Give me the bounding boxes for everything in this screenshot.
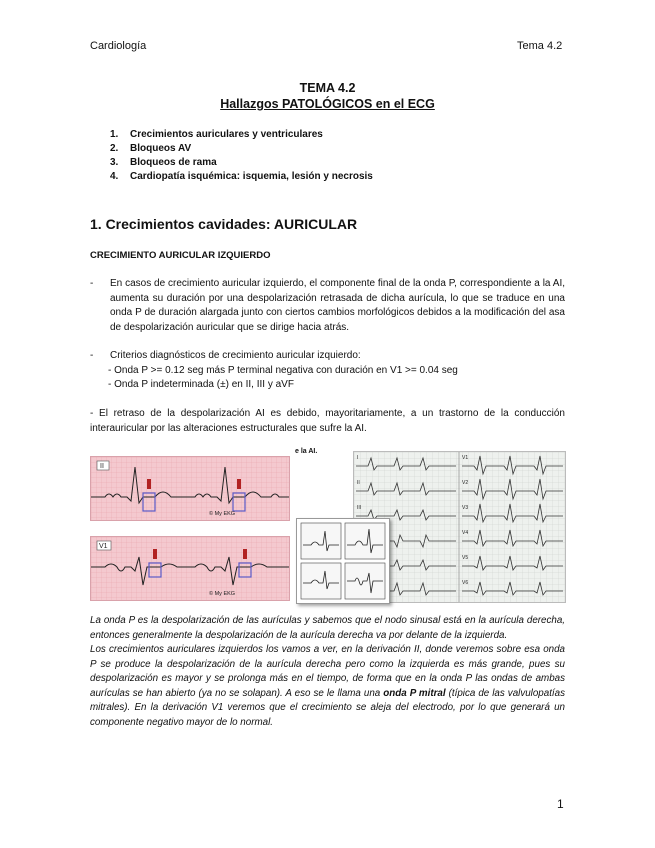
- highlight-term: onda P mitral: [383, 687, 446, 699]
- criterion-1: - Onda P >= 0.12 seg más P terminal negativa con duración en V1 >= 0.04 seg: [108, 364, 458, 376]
- lead-v1-label: V1: [99, 543, 108, 550]
- header-course: Cardiología: [90, 40, 147, 52]
- title-block: [0, 80, 655, 112]
- watermark-text: © My EKG: [209, 591, 236, 597]
- header-topic: Tema 4.2: [517, 40, 563, 52]
- lead-label: V4: [462, 530, 469, 536]
- explanation-text: [90, 614, 565, 730]
- lead-label: III: [357, 505, 362, 511]
- section-heading: 1. Crecimientos cavidades: AURICULAR: [90, 216, 358, 232]
- lead-label: V1: [462, 455, 469, 461]
- ecg-strip-lead-ii: [90, 456, 290, 521]
- doc-subtitle: Hallazgos PATOLÓGICOS en el ECG: [220, 97, 435, 111]
- lead-label: II: [357, 480, 360, 486]
- ecg-strip-lead-v1: [90, 536, 290, 601]
- lead-label: V2: [462, 480, 469, 486]
- subsection-heading: CRECIMIENTO AURICULAR IZQUIERDO: [90, 250, 271, 261]
- diagnostic-criteria: - Criterios diagnósticos de crecimiento auricular izquierdo: - Onda P >= 0.12 seg más P terminal negativa con duración en V1 >= 0.04 seg - Onda P indeterminada (±) en II, III y aVF: [90, 349, 565, 393]
- toc-item: 4. Cardiopatía isquémica: isquemia, lesión y necrosis: [110, 171, 373, 182]
- explanation-paragraph: La onda P es la despolarización de las aurículas y sabemos que el nodo sinusal está en la aurícula derecha, entonces generalmente la despolarización de la aurícula derecha va por delante de la izquierda.: [90, 615, 565, 641]
- figure-caption: e la AI.: [295, 448, 318, 455]
- page-number: 1: [557, 797, 564, 811]
- toc-item: 1. Crecimientos auriculares y ventriculares: [110, 129, 323, 140]
- ecg-figures: [90, 446, 565, 606]
- table-of-contents: [110, 128, 373, 184]
- lead-label: I: [357, 455, 359, 461]
- toc-item: 3. Bloqueos de rama: [110, 157, 217, 168]
- ecg-inset: [296, 518, 390, 604]
- lead-label: V6: [462, 580, 469, 586]
- lead-label: V5: [462, 555, 469, 561]
- bullet-paragraph: - En casos de crecimiento auricular izquierdo, el componente final de la onda P, correspondiente a la AI, aumenta su duración por una despolarización retrasada de dicha aurícula, lo que se traduce en una onda P de duración alargada junto con ciertos cambios morfológicos debidos a la modificación del asa de despolarización auricular que se dirige hacia atrás.: [90, 278, 565, 333]
- lead-label: V3: [462, 505, 469, 511]
- criterion-2: - Onda P indeterminada (±) en II, III y aVF: [108, 379, 294, 390]
- lead-ii-label: II: [100, 463, 104, 470]
- explanation-paragraph: Los crecimientos auriculares izquierdos los vamos a ver, en la derivación II, donde veremos sobre esa onda P se produce la despolarización de la aurícula derecha pero como la izquierda es más grande, pues su despolarización es mayor y se prolonga más en el tiempo, de forma que en la onda P las ondas de ambas aurículas se han abierto (ya no se solapan). A eso se le llama una onda P mitral (típica de las valvulopatías mitrales). En la derivación V1 veremos que el crecimiento se aleja del electrodo, por lo que generará un componente negativo mayor de lo normal.: [90, 644, 565, 728]
- conduction-paragraph: - El retraso de la despolarización AI es debido, mayoritariamente, a un trastorno de la conducción interauricular por las alteraciones estructurales que sufre la AI.: [90, 408, 565, 434]
- toc-item: 2. Bloqueos AV: [110, 143, 192, 154]
- doc-title: TEMA 4.2: [299, 81, 356, 95]
- watermark-text: © My EKG: [209, 511, 236, 517]
